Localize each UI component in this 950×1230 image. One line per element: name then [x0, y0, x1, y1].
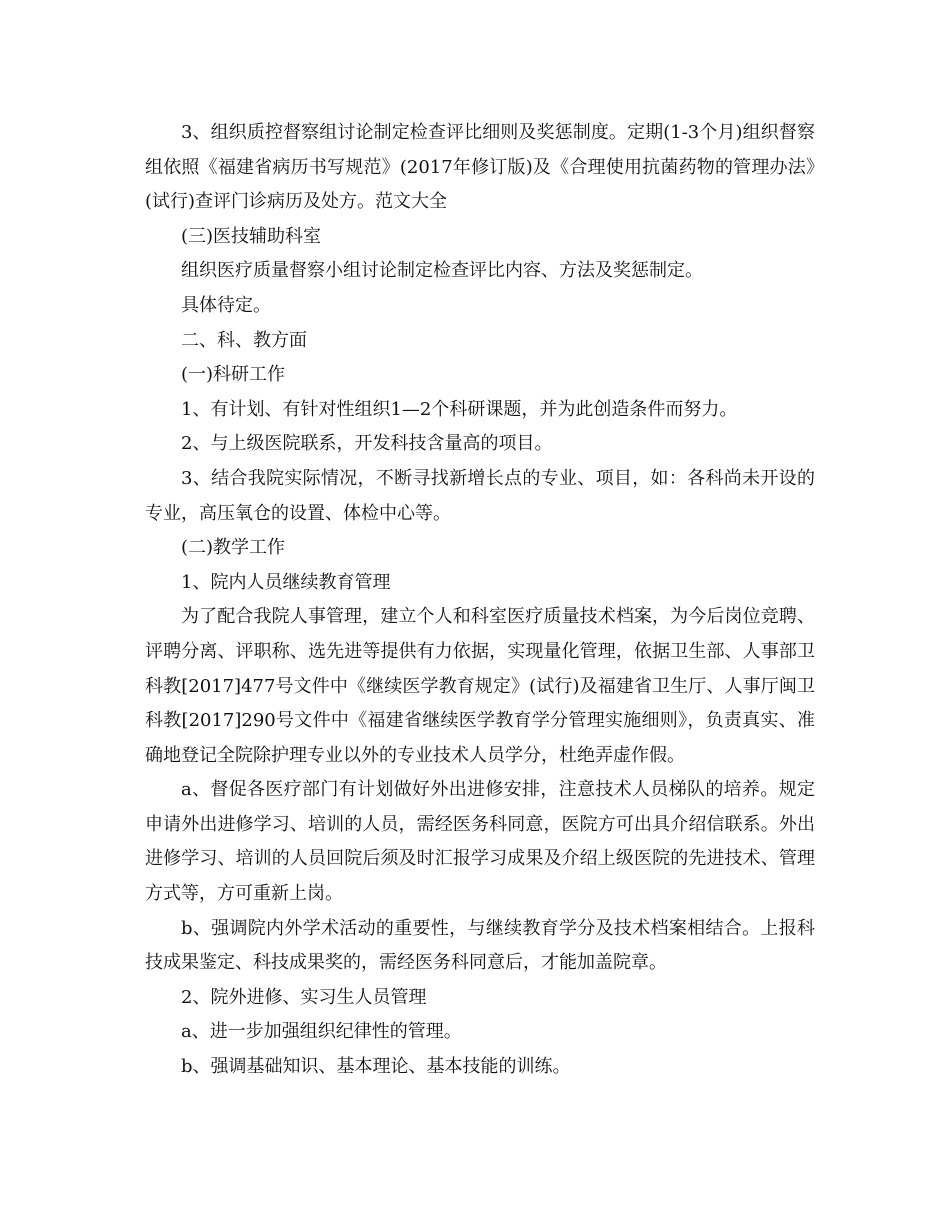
heading-external-trainees: 2、院外进修、实习生人员管理 [181, 986, 427, 1008]
paragraph-item-b-basics: b、强调基础知识、基本理论、基本技能的训练。 [181, 1056, 571, 1078]
paragraph-personnel-management: 为了配合我院人事管理，建立个人和科室医疗质量技术档案，为今后岗位竞聘、评聘分离、评职称、选先进等提供有力依据，实现量化管理，依据卫生部、人事部卫科教[2017]477号文件中《继续医学教育规定》(试行)及福建省卫生厅、人事厅闽卫科教[2017]290号文件中《福建省继续医学教育学分管理实施细则》，负责真实、准确地登记全院除护理专业以外的专业技术人员学分，杜绝弄虚作假。 [145, 606, 815, 766]
paragraph-quality-control: 3、组织质控督察组讨论制定检查评比细则及奖惩制度。定期(1-3个月)组织督察组依照《福建省病历书写规范》(2017年修订版)及《合理使用抗菌药物的管理办法》(试行)查评门诊病历及处方。范文大全 [145, 122, 815, 213]
paragraph-research-item-2: 2、与上级医院联系，开发科技含量高的项目。 [181, 433, 553, 455]
paragraph-tbd: 具体待定。 [181, 294, 271, 316]
paragraph-research-item-1: 1、有计划、有针对性组织1—2个科研课题，并为此创造条件而努力。 [181, 398, 738, 420]
heading-teaching-work: (二)教学工作 [181, 537, 286, 559]
paragraph-item-b-academic: b、强调院内外学术活动的重要性，与继续教育学分及技术档案相结合。上报科技成果鉴定、科技成果奖的，需经医务科同意后，才能加盖院章。 [145, 917, 815, 974]
heading-research-work: (一)科研工作 [181, 364, 286, 386]
paragraph-item-a-discipline: a、进一步加强组织纪律性的管理。 [181, 1021, 462, 1043]
paragraph-inspection-team: 组织医疗质量督察小组讨论制定检查评比内容、方法及奖惩制定。 [181, 260, 703, 282]
heading-medical-tech-dept: (三)医技辅助科室 [181, 225, 322, 247]
document-body [145, 116, 815, 1085]
heading-research-education: 二、科、教方面 [181, 329, 307, 351]
paragraph-item-a-training: a、督促各医疗部门有计划做好外出进修安排，注意技术人员梯队的培养。规定申请外出进修学习、培训的人员，需经医务科同意，医院方可出具介绍信联系。外出进修学习、培训的人员回院后须及时汇报学习成果及介绍上级医院的先进技术、管理方式等，方可重新上岗。 [145, 779, 815, 905]
heading-continuing-education: 1、院内人员继续教育管理 [181, 571, 391, 593]
paragraph-research-item-3: 3、结合我院实际情况，不断寻找新增长点的专业、项目，如：各科尚未开设的专业，高压氧仓的设置、体检中心等。 [145, 467, 815, 524]
